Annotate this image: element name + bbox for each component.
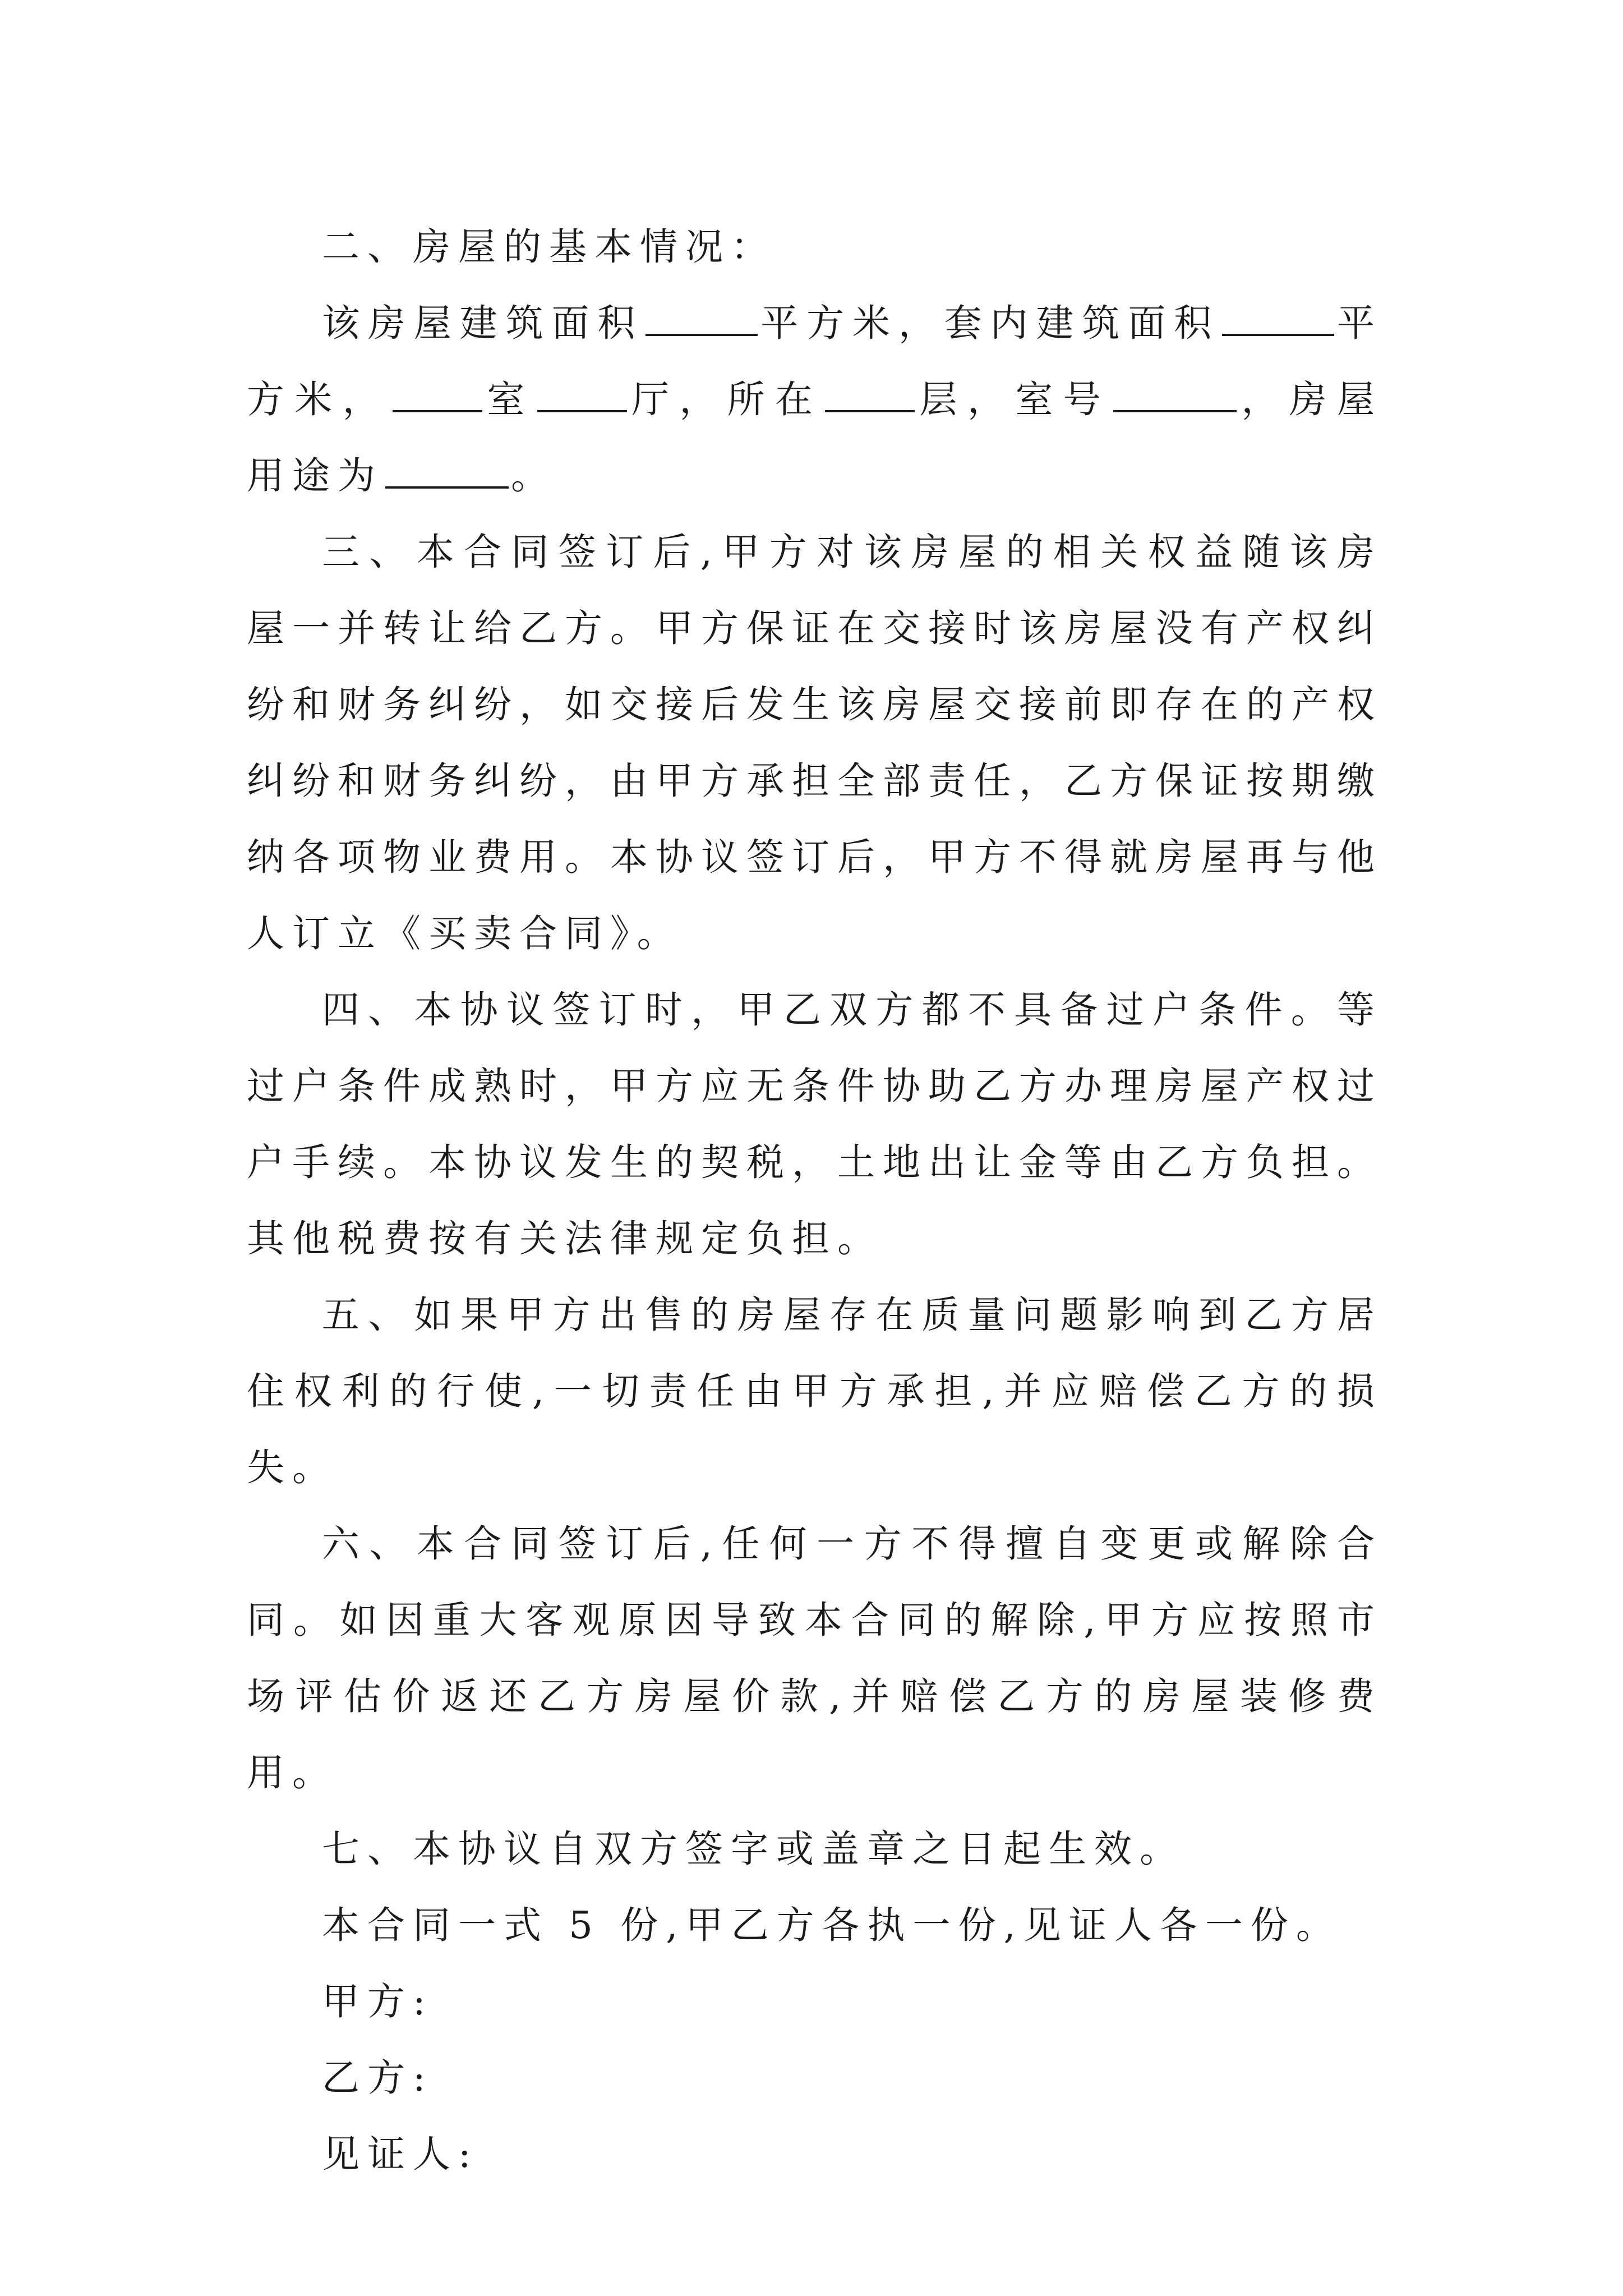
party-b-signature: 乙方: xyxy=(322,2056,434,2100)
section-3: 三、本合同签订后,甲方对该房屋的相关权益随该房屋一并转让给乙方。甲方保证在交接时该房屋没有产权纠纷和财务纠纷，如交接后发生该房屋交接前即存在的产权纠纷和财务纠纷，由甲方承担全部责任，乙方保证按期缴纳各项物业费用。本协议签订后，甲方不得就房屋再与他人订立《买卖合同》。 xyxy=(247,530,1382,955)
building-area-blank xyxy=(645,300,758,336)
section-2-end: 。 xyxy=(511,454,556,498)
party-a-signature: 甲方: xyxy=(322,1980,434,2023)
section-4: 四、本协议签订时，甲乙双方都不具备过户条件。等过户条件成熟时，甲方应无条件协助乙方办理房屋产权过户手续。本协议发生的契税，土地出让金等由乙方负担。其他税费按有关法律规定负担。 xyxy=(247,988,1382,1260)
section-6: 六、本合同签订后,任何一方不得擅自变更或解除合同。如因重大客观原因导致本合同的解除,甲方应按照市场评估价返还乙方房屋价款,并赔偿乙方的房屋装修费用。 xyxy=(247,1522,1382,1795)
usage-blank xyxy=(385,453,509,489)
document-body xyxy=(247,209,1382,2192)
section-7: 七、本协议自双方签字或盖章之日起生效。 xyxy=(322,1827,1185,1871)
room-label: 室 xyxy=(485,378,535,421)
inner-unit: 平方米， xyxy=(247,301,1383,421)
area-prefix: 该房屋建筑面积 xyxy=(322,301,644,345)
room-number-blank xyxy=(1113,376,1237,412)
hall-label: 厅，所在 xyxy=(629,378,823,421)
witness-signature: 见证人: xyxy=(322,2132,479,2176)
section-5: 五、如果甲方出售的房屋存在质量问题影响到乙方居住权利的行使,一切责任由甲方承担,并应赔偿乙方的损失。 xyxy=(247,1293,1382,1489)
section-2-heading: 二、房屋的基本情况： xyxy=(322,225,776,269)
section-2-details xyxy=(247,285,1382,514)
room-count-blank xyxy=(393,376,482,412)
copies-clause: 本合同一式 5 份,甲乙方各执一份,见证人各一份。 xyxy=(322,1903,1341,1947)
floor-blank xyxy=(825,376,915,412)
hall-count-blank xyxy=(537,376,627,412)
usage-label: ，房屋用途为 xyxy=(247,378,1383,498)
inner-area-blank xyxy=(1222,300,1334,336)
area-unit: 平方米，套内建筑面积 xyxy=(760,301,1220,345)
floor-label: 层，室号 xyxy=(917,378,1112,421)
